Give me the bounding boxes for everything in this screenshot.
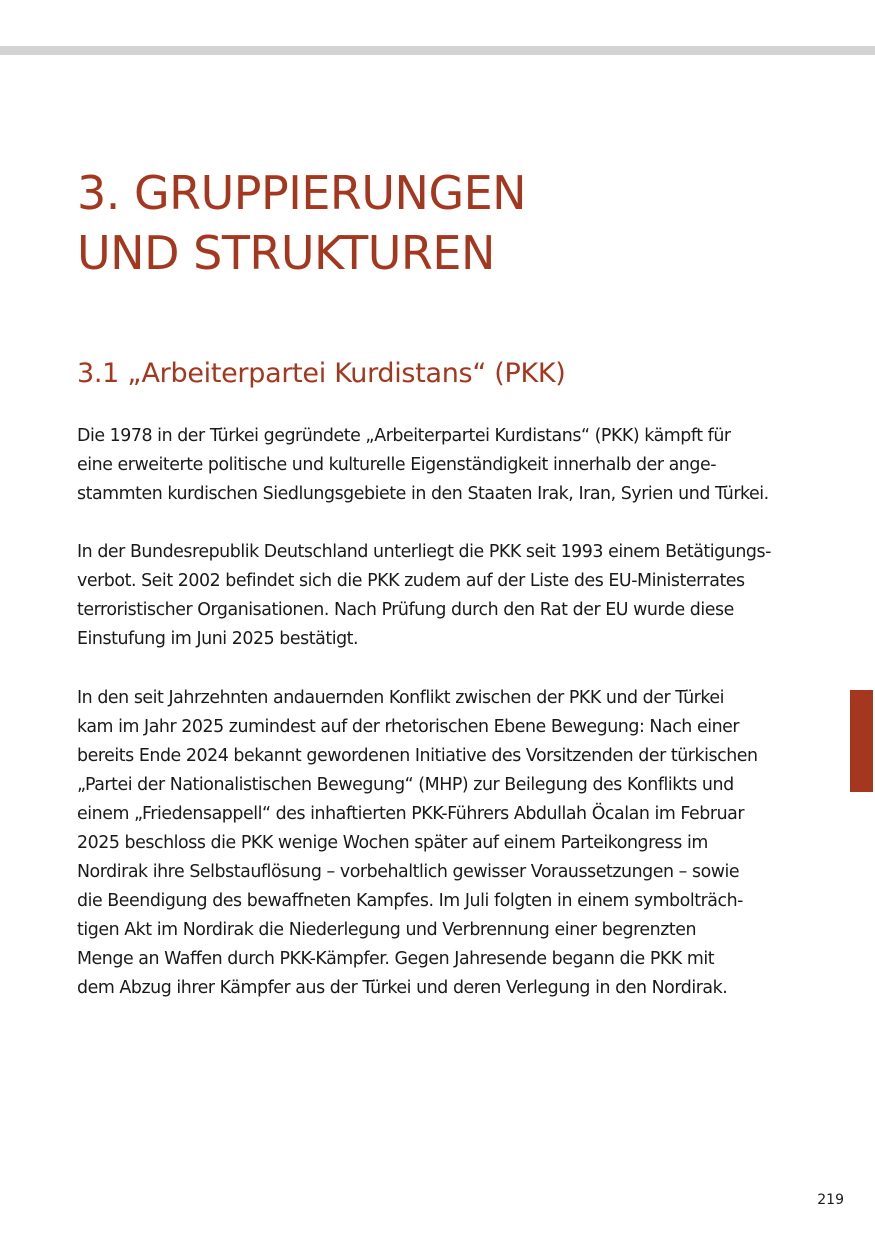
paragraph-line: Nordirak ihre Selbstauflösung – vorbehaltlich gewisser Voraussetzungen – sowie [77,862,740,882]
section-title: 3.1 „Arbeiterpartei Kurdistans“ (PKK) [77,358,566,389]
paragraph-line: tigen Akt im Nordirak die Niederlegung und Verbrennung einer begrenzten [77,920,697,940]
paragraph-line: „Partei der Nationalistischen Bewegung“ (MHP) zur Beilegung des Konflikts und [77,775,734,795]
paragraph-line: In den seit Jahrzehnten andauernden Konflikt zwischen der PKK und der Türkei [77,688,724,708]
paragraph-line: Die 1978 in der Türkei gegründete „Arbeiterpartei Kurdistans“ (PKK) kämpft für [77,426,731,446]
paragraph-line: terroristischer Organisationen. Nach Prüfung durch den Rat der EU wurde diese [77,600,734,620]
header-rule [0,46,875,55]
paragraph-line: 2025 beschloss die PKK wenige Wochen später auf einem Parteikongress im [77,833,708,853]
paragraph-line: In der Bundesrepublik Deutschland unterliegt die PKK seit 1993 einem Betätigungs- [77,542,771,562]
paragraph-line: stammten kurdischen Siedlungsgebiete in den Staaten Irak, Iran, Syrien und Türkei. [77,484,769,504]
chapter-title [77,163,777,283]
page-number: 219 [817,1192,844,1208]
paragraph-line: eine erweiterte politische und kulturelle Eigenständigkeit innerhalb der ange- [77,455,717,475]
chapter-side-tab [850,690,873,792]
paragraph-3 [77,684,807,1003]
paragraph-line: Menge an Waffen durch PKK-Kämpfer. Gegen Jahresende begann die PKK mit [77,949,715,969]
paragraph-2 [77,538,807,654]
paragraph-line: kam im Jahr 2025 zumindest auf der rhetorischen Ebene Bewegung: Nach einer [77,717,740,737]
chapter-title-line-1: 3. GRUPPIERUNGEN [77,166,527,220]
paragraph-line: Einstufung im Juni 2025 bestätigt. [77,629,359,649]
paragraph-1 [77,422,807,509]
chapter-title-line-2: UND STRUKTUREN [77,226,495,280]
paragraph-line: einem „Friedensappell“ des inhaftierten PKK-Führers Abdullah Öcalan im Februar [77,804,745,824]
paragraph-line: bereits Ende 2024 bekannt gewordenen Initiative des Vorsitzenden der türkischen [77,746,758,766]
paragraph-line: die Beendigung des bewaffneten Kampfes. Im Juli folgten in einem symbolträch- [77,891,744,911]
paragraph-line: verbot. Seit 2002 befindet sich die PKK zudem auf der Liste des EU-Ministerrates [77,571,745,591]
paragraph-line: dem Abzug ihrer Kämpfer aus der Türkei und deren Verlegung in den Nordirak. [77,978,728,998]
